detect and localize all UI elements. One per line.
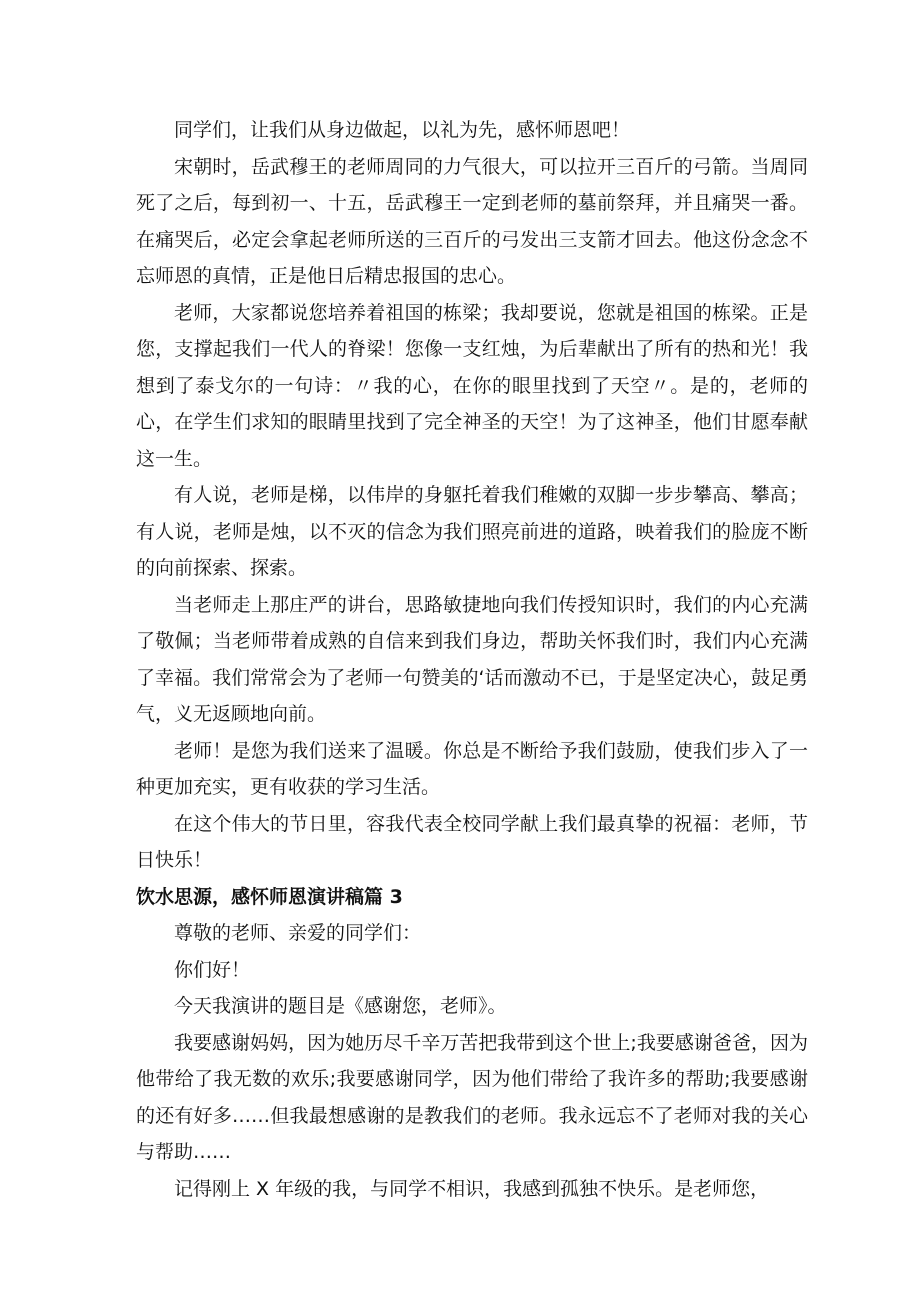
paragraph-10: 今天我演讲的题目是《感谢您，老师》。 (174, 995, 507, 1017)
document-page (136, 112, 808, 1207)
paragraph-6: 老师！是您为我们送来了温暖。你总是不断给予我们鼓励，使我们步入了一种更加充实，更有收获的学习生活。 (136, 739, 808, 798)
paragraph-2: 宋朝时，岳武穆王的老师周同的力气很大，可以拉开三百斤的弓箭。当周同死了之后，每到初一、十五，岳武穆王一定到老师的墓前祭拜，并且痛哭一番。在痛哭后，必定会拿起老师所送的三百斤的弓发出三支箭才回去。他这份念念不忘师恩的真情，正是他日后精忠报国的忠心。 (136, 155, 808, 287)
paragraph-12: 记得刚上 X 年级的我，与同学不相识，我感到孤独不快乐。是老师您， (174, 1177, 770, 1200)
paragraph-4: 有人说，老师是梯，以伟岸的身躯托着我们稚嫩的双脚一步步攀高、攀高；有人说，老师是烛，以不灭的信念为我们照亮前进的道路，映着我们的脸庞不断的向前探索、探索。 (136, 484, 808, 579)
paragraph-11: 我要感谢妈妈，因为她历尽千辛万苦把我带到这个世上;我要感谢爸爸，因为他带给了我无数的欢乐;我要感谢同学，因为他们带给了我许多的帮助;我要感谢的还有好多……但我最想感谢的是教我们的老师。我永远忘不了老师对我的关心与帮助…… (136, 1031, 808, 1163)
paragraph-8: 尊敬的老师、亲爱的同学们： (174, 922, 422, 944)
paragraph-1: 同学们，让我们从身边做起，以礼为先，感怀师恩吧！ (174, 119, 631, 141)
paragraph-5: 当老师走上那庄严的讲台，思路敏捷地向我们传授知识时，我们的内心充满了敬佩；当老师带着成熟的自信来到我们身边，帮助关怀我们时，我们内心充满了幸福。我们常常会为了老师一句赞美的‘话而激动不已，于是坚定决心，鼓足勇气，义无返顾地向前。 (136, 593, 808, 725)
paragraph-3: 老师，大家都说您培养着祖国的栋梁；我却要说，您就是祖国的栋梁。正是您，支撑起我们一代人的脊梁！您像一支红烛，为后辈献出了所有的热和光！我想到了泰戈尔的一句诗：〃我的心，在你的眼里找到了天空〃。是的，老师的心，在学生们求知的眼睛里找到了完全神圣的天空！为了这神圣，他们甘愿奉献这一生。 (136, 301, 808, 470)
section-heading: 饮水思源，感怀师恩演讲稿篇 3 (136, 885, 403, 908)
paragraph-9: 你们好！ (174, 958, 251, 981)
paragraph-7: 在这个伟大的节日里，容我代表全校同学献上我们最真挚的祝福：老师，节日快乐！ (136, 812, 808, 871)
